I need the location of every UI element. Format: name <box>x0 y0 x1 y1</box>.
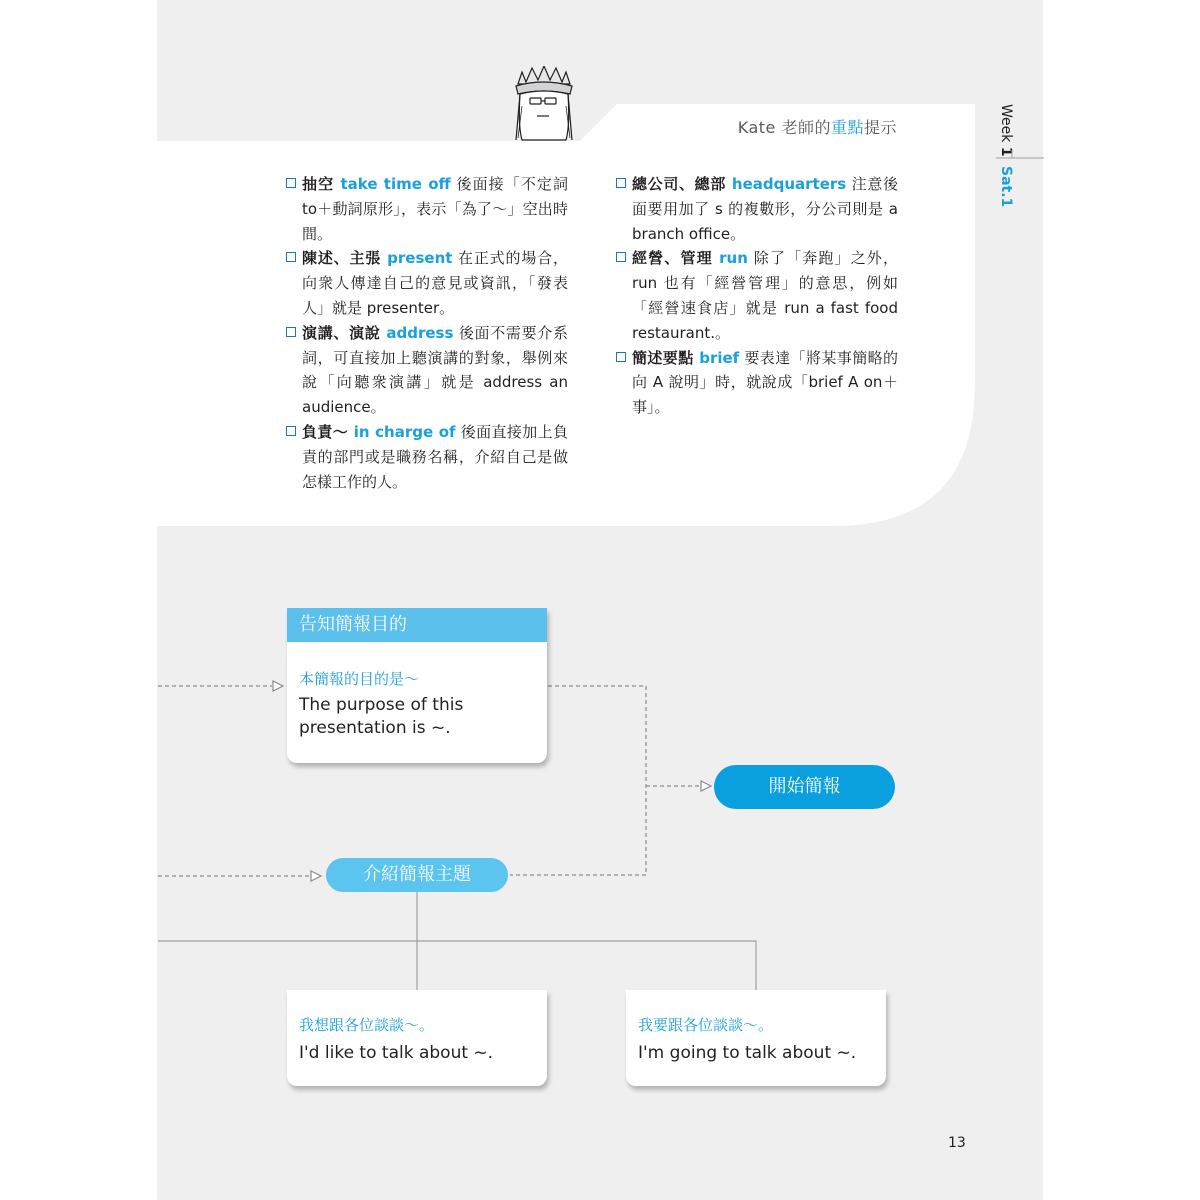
purpose-card-chinese: 本簡報的目的是～ <box>299 670 420 688</box>
talk-card-chinese: 我想跟各位談談～。 <box>299 1016 435 1034</box>
tree-branch <box>158 941 756 992</box>
tip-body: 後面不需要介系詞，可直接加上聽演講的對象，舉例來說「向聽衆演講」就是 address an audience。 <box>302 323 568 417</box>
tip-keyword: run <box>719 249 748 268</box>
start-presentation-pill: 開始簡報 <box>714 765 895 809</box>
tip-keyword: in charge of <box>353 422 456 441</box>
tip-head: 經營、管理 <box>632 249 720 268</box>
tip-head: 陳述、主張 <box>302 249 388 268</box>
tip-head: 抽空 <box>302 175 341 193</box>
going-card-chinese: 我要跟各位談談～。 <box>638 1016 774 1034</box>
tip-body: 後面直接加上負責的部門或是職務名稱，介紹自己是做怎樣工作的人。 <box>302 422 568 491</box>
tip-title-suffix: 提示 <box>863 118 897 137</box>
week-text: Week <box>998 104 1014 147</box>
arrow-head-icon <box>701 781 711 791</box>
tip-title-highlight: 重點 <box>830 118 864 137</box>
talk-card-english: I'd like to talk about ~. <box>299 1043 494 1063</box>
arrow-head-icon <box>311 871 321 881</box>
going-card-english: I'm going to talk about ~. <box>638 1043 857 1063</box>
talk-about-card <box>287 990 547 1086</box>
tip-head: 演講、演說 <box>302 323 387 342</box>
week-number: 1 <box>998 146 1014 157</box>
tip-body: 在正式的場合，向衆人傳達自己的意見或資訊，「發表人」就是 presenter。 <box>302 249 568 317</box>
purpose-card <box>287 608 547 763</box>
tip-keyword: present <box>387 249 453 268</box>
tip-body: 注意後面要用加了 s 的複數形，分公司則是 a branch office。 <box>632 175 898 243</box>
tip-keyword: headquarters <box>731 175 847 193</box>
purpose-card-header: 告知簡報目的 <box>287 608 547 642</box>
tip-head: 總公司、總部 <box>632 175 732 193</box>
going-to-talk-card <box>626 990 886 1086</box>
tip-body: 後面接「不定詞 to＋動詞原形」，表示「為了～」空出時間。 <box>302 175 568 243</box>
tip-head: 負責～ <box>302 422 354 441</box>
tip-keyword: brief <box>699 348 740 367</box>
tip-body: 要表達「將某事簡略的向 A 說明」時，就說成「brief A on＋事」。 <box>632 348 898 417</box>
tip-keyword: address <box>386 323 454 342</box>
tip-keyword: take time off <box>340 175 451 193</box>
page-number: 13 <box>948 1135 966 1151</box>
arrow-head-icon <box>273 681 283 691</box>
day-label: Sat.1 <box>998 166 1014 208</box>
purpose-card-english: The purpose of this presentation is ~. <box>299 695 464 738</box>
tip-head: 簡述要點 <box>632 348 700 367</box>
introduce-topic-pill: 介紹簡報主題 <box>326 858 508 892</box>
tip-title-prefix: Kate 老師的 <box>737 118 831 137</box>
tip-body: 除了「奔跑」之外，run 也有「經營管理」的意思，例如「經營速食店」就是 run a fast food restaurant.。 <box>632 249 898 342</box>
